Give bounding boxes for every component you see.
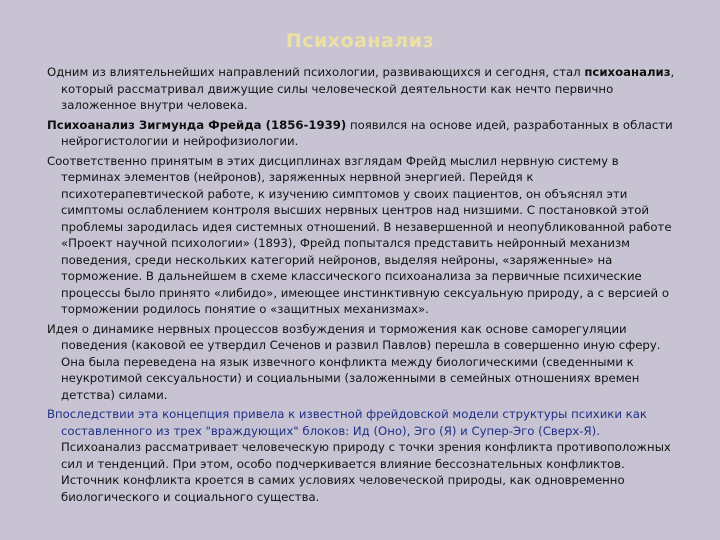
- structure-conflict-text: Психоанализ рассматривает человеческую природу с точки зрения конфликта противоположных сил и тенденций. При этом, особо подчеркивается влияние бессознательных конфликтов. Источник конфликта кроется в самих условиях человеческой природы, как одновременно биологического и социального существа.: [61, 440, 671, 504]
- intro-term-psychoanalysis: психоанализ: [584, 65, 671, 79]
- paragraph-intro: [47, 64, 677, 114]
- freud-heading: Психоанализ Зигмунда Фрейда (1856-1939): [47, 117, 347, 132]
- slide-title: Психоанализ: [285, 30, 435, 52]
- slide-body: [47, 64, 677, 508]
- paragraph-nervous-system: Соответственно принятым в этих дисциплинах взглядам Фрейд мыслил нервную систему в терминах элементов (нейронов), заряженных нервной энергией. Перейдя к психотерапевтической работе, к изучению симптомов у своих пациентов, он объяснял эти симптомы ослаблением контроля высших нервных центров над низшими. С постановкой этой проблемы зародилась идея системных отношений. В незавершенной и неопубликованной работе «Проект научной психологии» (1893), Фрейд попытался представить нейронный механизм поведения, среди нескольких категорий нейронов, выделяя нейроны, «заряженные» на торможение. В дальнейшем в схеме классического психоанализа за первичные психические процессы было принято «либидо», имеющее инстинктивную сексуальную природу, а с версией о торможении родилось понятие о «защитных механизмах».: [47, 153, 672, 316]
- paragraph-structure: [47, 406, 677, 505]
- structure-model-text: Впоследствии эта концепция привела к известной фрейдовской модели структуры психики как составленного из трех "враждующих" блоков: Ид (Оно), Эго (Я) и Супер-Эго (Сверх-Я).: [47, 407, 647, 438]
- paragraph-dynamics: Идея о динамике нервных процессов возбуждения и торможения как основе саморегуляции поведения (каковой ее утвердил Сеченов и развил Павлов) перешла в совершенно иную сферу. Она была переведена на язык извечного конфликта между биологическими (сведенными к неукротимой сексуальности) и социальными (заложенными в семейных отношениях времен детства) силами.: [47, 321, 661, 402]
- paragraph-freud: [47, 117, 677, 150]
- freud-text: появился на основе идей, разработанных в области нейрогистологии и нейрофизиологии.: [61, 117, 673, 148]
- intro-text-end: , который рассматривал движущие силы человеческой деятельности как нечто первично заложенное внутри человека.: [61, 65, 675, 112]
- intro-text-start: Одним из влиятельнейших направлений психологии, развивающихся и сегодня, стал: [47, 65, 585, 79]
